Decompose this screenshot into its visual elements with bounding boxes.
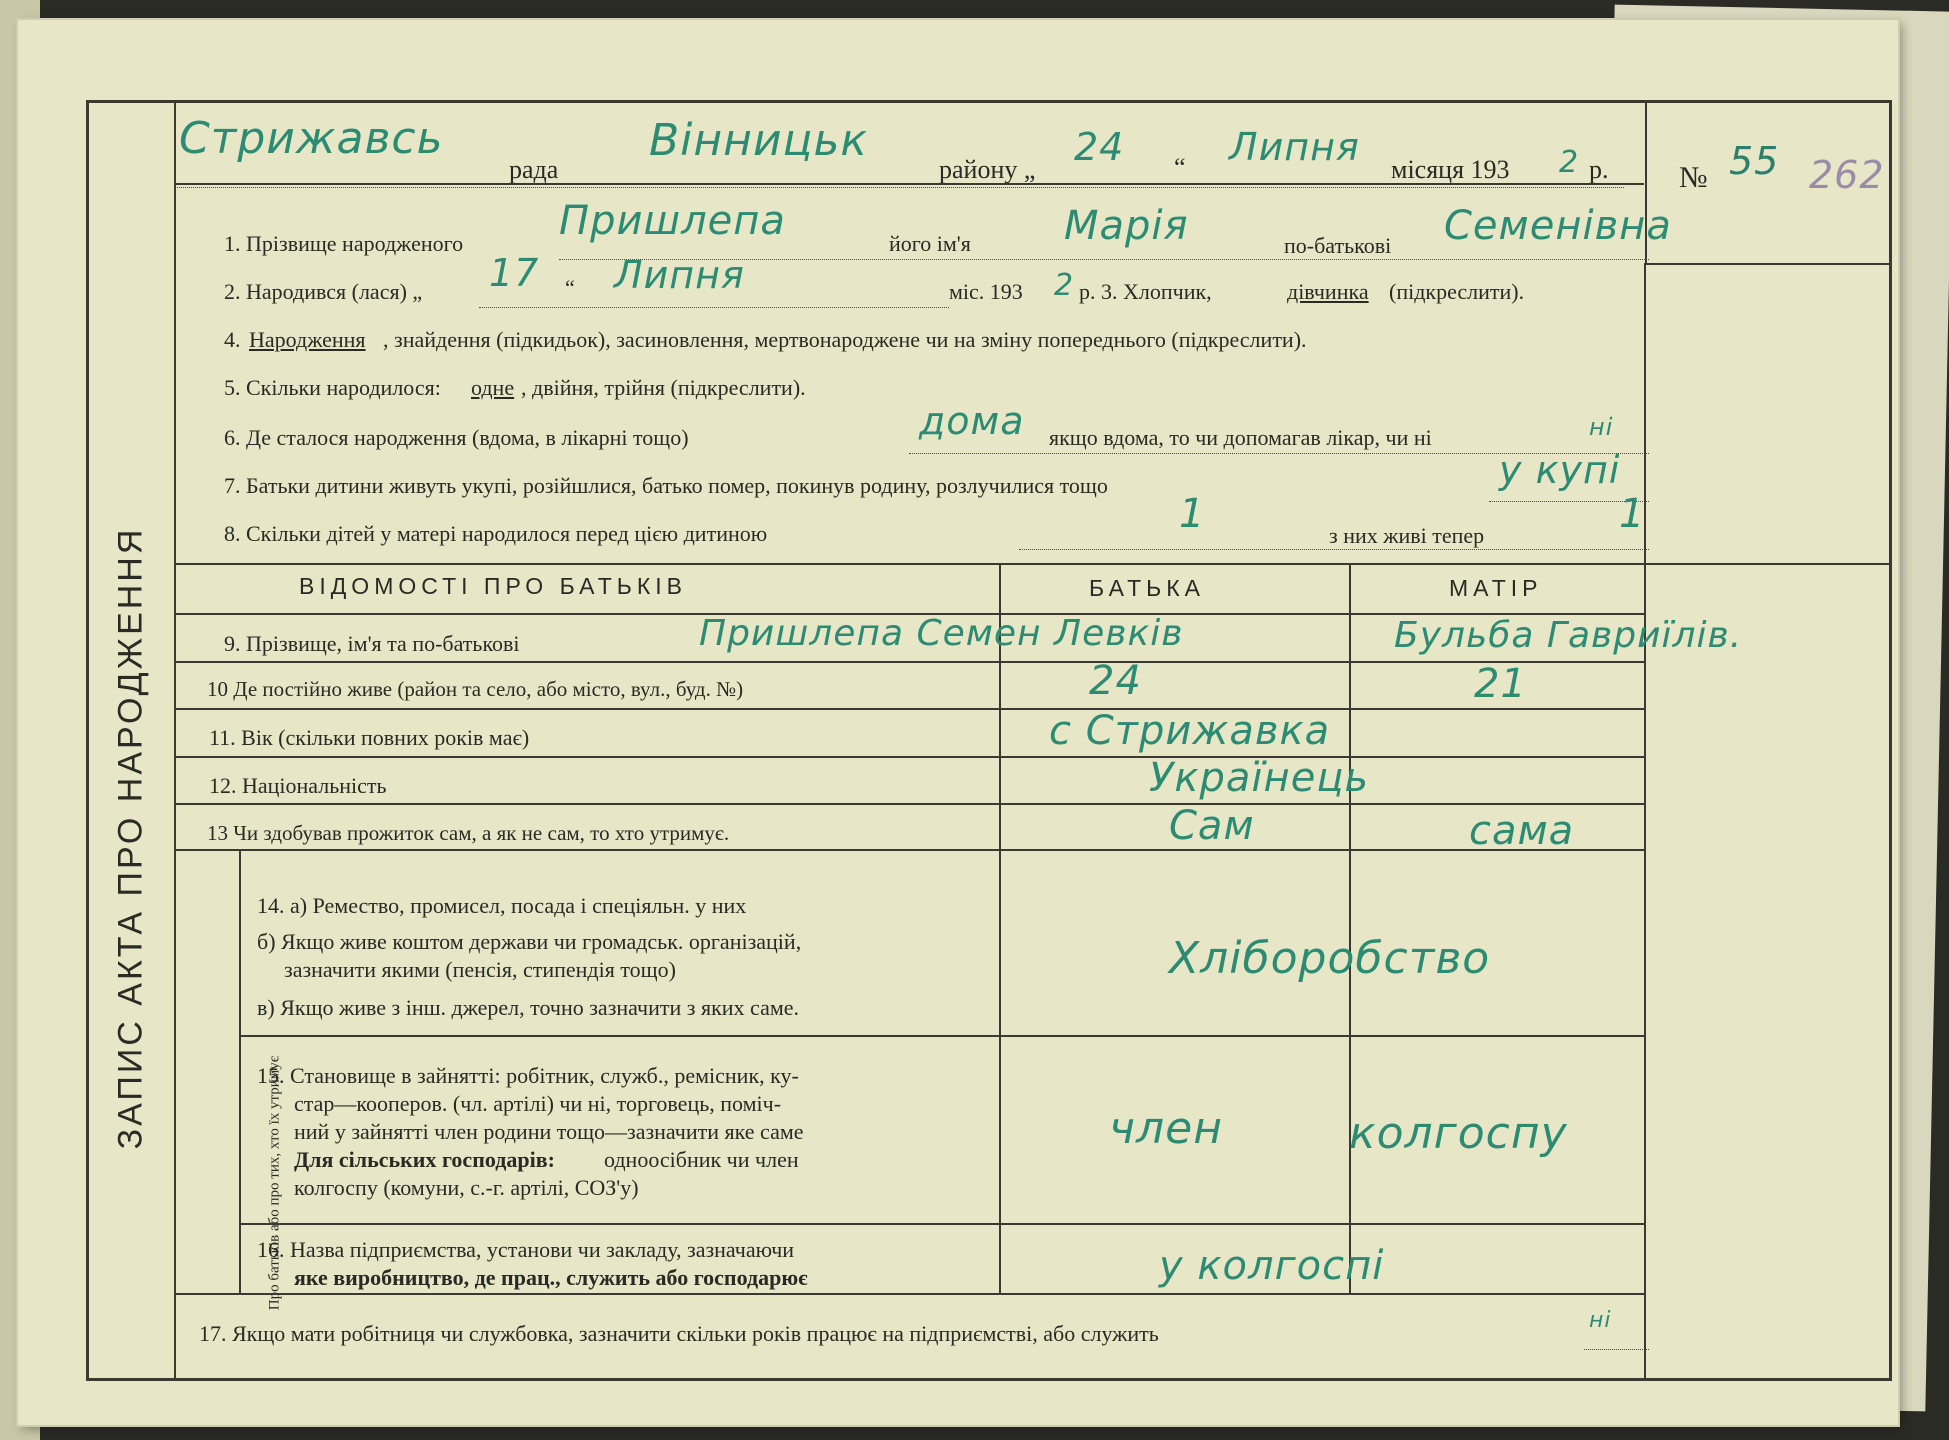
row7-label: 7. Батьки дитини живуть укупі, розійшлися, батько помер, покинув родину, розлучилися тощо [224,473,1108,498]
row2-end: (підкреслити). [1389,279,1525,304]
row15-4: Для сільських господарів: [294,1147,555,1172]
row10-label: 10 Де постійно живе (район та село, або місто, вул., буд. №) [207,677,744,701]
row1-label: 1. Прізвище народженого [224,231,464,256]
rayonu-label: району „ [939,155,1036,184]
hw-children-before: 1 [1179,491,1206,537]
header-mother: МАТІР [1449,575,1543,601]
row15-2: стар—кооперов. (чл. артілі) чи ні, торговець, поміч- [294,1091,782,1116]
left-border [174,183,176,1378]
row5-one: одне [471,375,515,400]
header-father: БАТЬКА [1089,575,1206,601]
hw-father-fullname: Пришлепа Семен Левків [699,613,1184,654]
hw-mother-age: 21 [1474,661,1527,707]
hw-birth-day: 17 [489,251,540,295]
row2-girl: дівчинка [1287,279,1369,304]
row10-rule [174,708,1644,710]
row15-5: колгоспу (комуни, с.-г. артілі, СОЗ'у) [294,1175,639,1200]
hw-parents-status: у купі [1499,448,1621,492]
hw-children-alive: 1 [1619,491,1646,537]
table-top-rule [174,563,1889,565]
hw-occupation: Хліборобство [1169,933,1491,984]
row14-a: 14. а) Ремество, промисел, посада і спеціяльн. у них [257,893,747,918]
hw-child-name: Марія [1064,203,1189,249]
hw-record-number-extra: 262 [1809,153,1885,197]
row2-rest: р. 3. Хлопчик, [1079,279,1212,304]
row1-patr-label: по-батькові [1284,233,1392,258]
row11-rule [174,756,1644,758]
row4-birth: Народження [249,327,366,352]
hw-doctor: ні [1589,413,1614,441]
row15-1: 15. Становище в зайнятті: робітник, служб., ремісник, ку- [257,1063,799,1088]
hw-birth-month: Липня [614,253,745,297]
hw-self-support-father: Сам [1169,803,1255,849]
row16-rule [174,1293,1644,1295]
rada-label: рада [509,155,559,184]
row14-rule [239,1035,1644,1037]
side-note-divider [239,849,241,1293]
row8-label: 8. Скільки дітей у матері народилося перед цією дитиною [224,521,768,546]
row9-rule [174,661,1644,663]
year-r-label: р. [1589,155,1609,184]
row15-4b: одноосібник чи член [604,1147,799,1172]
hw-employment-b: колгоспу [1349,1108,1568,1159]
row2-label: 2. Народився (лася) „ [224,279,423,304]
col-divider-2 [1349,563,1351,1293]
hw-birth-year: 2 [1054,268,1075,303]
row14-b2: зазначити якими (пенсія, стипендія тощо) [284,957,676,982]
row9-label: 9. Прізвище, ім'я та по-батькові [224,631,520,656]
row16-2: яке виробництво, де прац., служить або господарює [294,1265,808,1290]
hw-employment-a: член [1109,1103,1223,1154]
hw-father-age: 24 [1089,658,1142,704]
hw-record-number: 55 [1729,139,1780,183]
row5-rest: , двійня, трійня (підкреслити). [521,375,806,400]
hw-child-surname: Пришлепа [559,198,786,244]
row8-line [1019,549,1649,550]
hw-mother-fullname: Бульба Гавриїлів. [1394,615,1743,656]
right-inner-border [1644,263,1646,1378]
row2-line [479,307,949,308]
quote: “ [1174,153,1186,182]
hw-birth-place: дома [919,399,1025,443]
side-note: Про батьків або про тих, хто їх утримує [266,1055,283,1311]
row14-b: б) Якщо живе коштом держави чи громадськ. організацій, [257,929,802,954]
number-box-bottom [1645,263,1889,265]
hw-mother-work-years: ні [1589,1308,1612,1333]
vertical-title: ЗАПИС АКТА ПРО НАРОДЖЕННЯ [111,526,150,1150]
row17-label: 17. Якщо мати робітниця чи службовка, зазначити скільки років працює на підприємстві, або служить [199,1321,1159,1346]
header-underline [174,187,1624,188]
number-label: № [1679,161,1708,194]
hw-residence: с Стрижавка [1049,708,1331,754]
row2-quote: “ [565,275,575,300]
hw-nationality: Українець [1149,755,1370,801]
top-rule [174,183,1644,185]
row11-label: 11. Вік (скільки повних років має) [209,725,530,750]
hw-council: Стрижавсь [179,113,444,164]
row6-mid: якщо вдома, то чи допомагав лікар, чи ні [1049,425,1432,450]
hw-year-digit: 2 [1559,145,1580,180]
row17-line [1584,1349,1649,1350]
row15-3: ний у зайнятті член родини тощо—зазначити яке саме [294,1119,804,1144]
row13-rule [174,849,1644,851]
hw-child-patronymic: Семенівна [1444,203,1672,249]
row6-label: 6. Де сталося народження (вдома, в лікарні тощо) [224,425,689,450]
hw-district: Вінницьк [649,115,868,166]
row12-rule [174,803,1644,805]
record-form [86,100,1892,1381]
birth-record-card [18,20,1898,1425]
row12-label: 12. Національність [209,773,387,798]
hw-self-support-mother: сама [1469,808,1575,854]
hw-month: Липня [1229,125,1360,169]
row13-label: 13 Чи здобував прожиток сам, а як не сам, то хто утримує. [207,821,730,845]
row5-label: 5. Скільки народилося: [224,375,441,400]
col-divider-1 [999,563,1001,1293]
header-parents-info: ВІДОМОСТІ ПРО БАТЬКІВ [299,573,687,599]
row2-mis: міс. 193 [949,279,1023,304]
row14-c: в) Якщо живе з інш. джерел, точно зазначити з яких саме. [257,995,800,1020]
hw-workplace: у колгоспі [1159,1243,1385,1289]
row4-rest: , знайдення (підкидьок), засиновлення, мертвонароджене чи на зміну попереднього (підкреслити). [383,327,1307,352]
misyatsya-label: місяця 193 [1391,155,1510,184]
row1-name-label: його ім'я [889,231,971,256]
row4-num: 4. [224,327,241,352]
row15-rule [239,1223,1644,1225]
row8-mid: з них живі тепер [1329,523,1485,548]
hw-day: 24 [1074,125,1125,169]
row16-1: 16. Назва підприємства, установи чи закладу, зазначаючи [257,1237,795,1262]
